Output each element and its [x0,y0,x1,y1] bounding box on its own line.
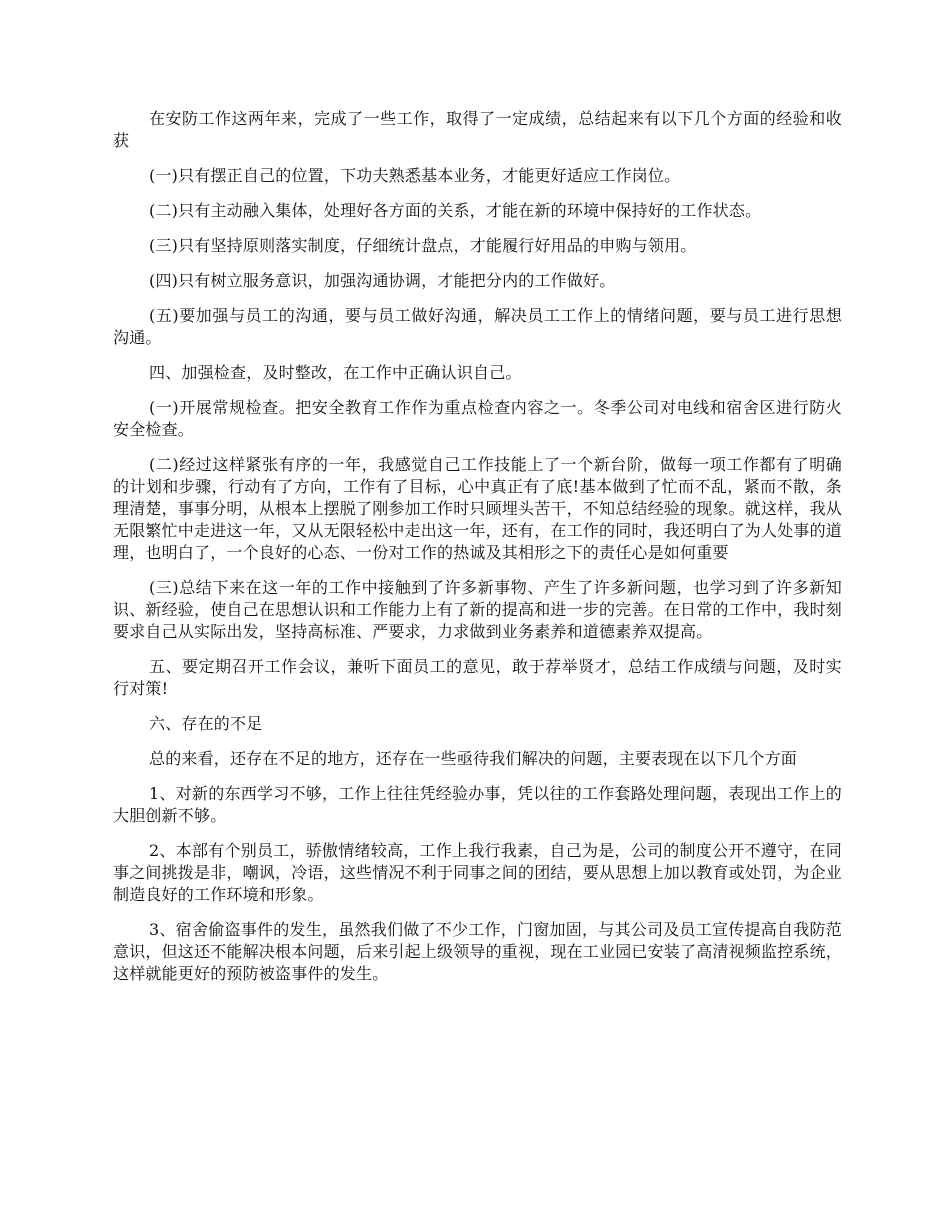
paragraph-check-3: (三)总结下来在这一年的工作中接触到了许多新事物、产生了许多新问题，也学习到了许多新知识、新经验，使自己在思想认识和工作能力上有了新的提高和进一步的完善。在日常的工作中，我时刻要求自己从实际出发，坚持高标准、严要求，力求做到业务素养和道德素养双提高。 [113,578,843,641]
paragraph-shortcoming-1: 1、对新的东西学习不够，工作上往往凭经验办事，凭以往的工作套路处理问题，表现出工作上的大胆创新不够。 [113,784,842,825]
section-heading-4: 四、加强检查，及时整改，在工作中正确认识自己。 [149,363,522,382]
paragraph-item-5: (五)要加强与员工的沟通，要与员工做好沟通，解决员工工作上的情绪问题，要与员工进行思想沟通。 [113,306,842,347]
paragraph-item-4: (四)只有树立服务意识，加强沟通协调，才能把分内的工作做好。 [149,271,616,290]
paragraph-check-2: (二)经过这样紧张有序的一年，我感觉自己工作技能上了一个新台阶，做每一项工作都有了明确的计划和步骤，行动有了方向，工作有了目标，心中真正有了底!基本做到了忙而不乱，紧而不散，条理清楚，事事分明，从根本上摆脱了刚参加工作时只顾埋头苦干，不知总结经验的现象。就这样，我从无限繁忙中走进这一年，又从无限轻松中走出这一年，还有，在工作的同时，我还明白了为人处事的道理，也明白了，一个良好的心态、一份对工作的热诚及其相形之下的责任心是如何重要 [113,455,843,562]
section-heading-5: 五、要定期召开工作会议，兼听下面员工的意见，敢于荐举贤才，总结工作成绩与问题，及时实行对策! [113,657,842,698]
paragraph-shortcoming-3: 3、宿舍偷盗事件的发生，虽然我们做了不少工作，门窗加固，与其公司及员工宣传提高自我防范意识，但这还不能解决根本问题，后来引起上级领导的重视，现在工业园已安装了高清视频监控系统，这样就能更好的预防被盗事件的发生。 [113,920,843,983]
paragraph-shortcoming-2: 2、本部有个别员工，骄傲情绪较高，工作上我行我素，自己为是，公司的制度公开不遵守，在同事之间挑拨是非，嘲讽，冷语，这些情况不利于同事之间的团结，要从思想上加以教育或处罚，为企业制造良好的工作环境和形象。 [113,841,843,904]
paragraph-shortcomings-intro: 总的来看，还存在不足的地方，还存在一些亟待我们解决的问题，主要表现在以下几个方面 [149,749,798,768]
paragraph-item-1: (一)只有摆正自己的位置，下功夫熟悉基本业务，才能更好适应工作岗位。 [149,166,681,185]
paragraph-check-1: (一)开展常规检查。把安全教育工作作为重点检查内容之一。冬季公司对电线和宿舍区进行防火安全检查。 [113,398,842,439]
paragraph-item-3: (三)只有坚持原则落实制度，仔细统计盘点，才能履行好用品的申购与领用。 [149,236,697,255]
paragraph-intro: 在安防工作这两年来，完成了一些工作，取得了一定成绩，总结起来有以下几个方面的经验和收获 [113,109,842,150]
paragraph-item-2: (二)只有主动融入集体，处理好各方面的关系，才能在新的环境中保持好的工作状态。 [149,201,762,220]
section-heading-6: 六、存在的不足 [149,714,263,733]
